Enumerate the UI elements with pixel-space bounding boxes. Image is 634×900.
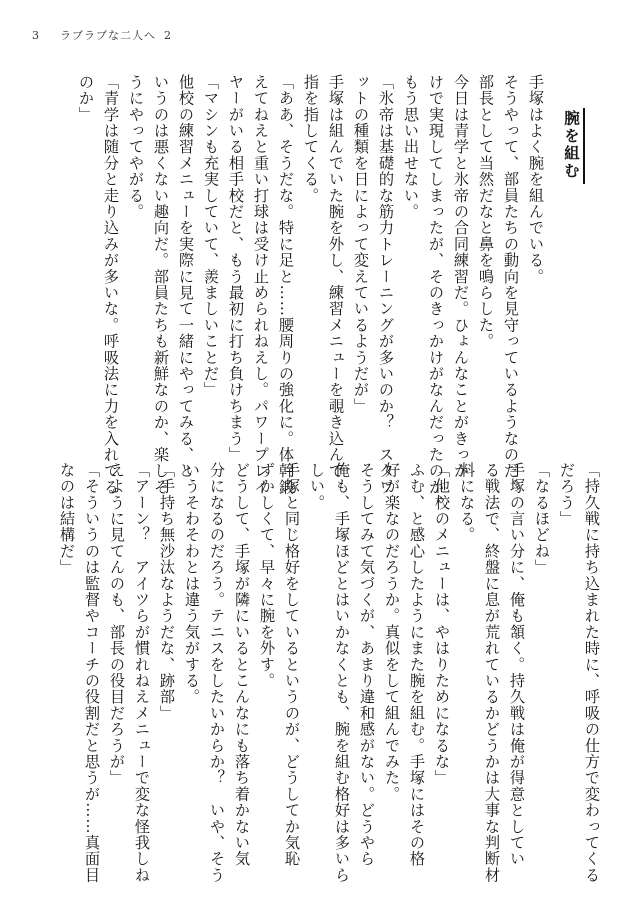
bottom-text-column (52, 462, 604, 884)
text-line: 「持久戦に持ち込まれた時に、呼吸の仕方で変わってくる (583, 462, 601, 884)
text-line: 部長として当然だなと鼻を鳴らした。 (477, 74, 495, 350)
text-line: 手塚はよく腕を組んでいる。 (527, 74, 545, 285)
text-line: いうそわそわとは違う気がする。 (183, 462, 201, 705)
text-line: なのは結構だ」 (58, 462, 76, 576)
text-line: 分になるのだろう。テニスをしたいからか？ いや、そう (208, 462, 226, 884)
text-line: 「なるほどね」 (533, 462, 551, 576)
text-line: 「アーン？ アイツらが慣れねえメニューで変な怪我しね (133, 462, 151, 884)
text-line: 「マシンも充実していて、羨ましいことだ」 (202, 74, 220, 398)
text-line: 「ああ、そうだな。特に足と……腰周りの強化に。体幹鍛 (277, 74, 295, 496)
text-line: ふむ、と感心したようにまた腕を組む。手塚にはその格 (408, 462, 426, 867)
text-line: る戦法で、終盤に息が荒れているかどうかは大事な判断材 (483, 462, 501, 884)
text-line: しい。 (308, 462, 326, 511)
text-line: 料になる。 (458, 462, 476, 543)
text-line: ットの種類を日によって変えているようだが」 (352, 74, 370, 415)
text-line: ずかしくて、早々に腕を外す。 (258, 462, 276, 689)
text-line: 手塚は組んでいた腕を外し、練習メニューを覗き込んで (327, 74, 345, 479)
page-number: 3 (32, 29, 40, 42)
text-line: いうのは悪くない趣向だ。部員たちも新鮮なのか、楽しそ (152, 74, 170, 496)
text-line: 「そういうのは監督やコーチの役割だと思うが……真面目 (83, 462, 101, 884)
chapter-title: 腕を組む (562, 110, 581, 180)
text-line: 好が楽なのだろうか。真似をして組んでみた。 (383, 462, 401, 803)
text-line: えように見てんのも、部長の役目だろうが」 (108, 462, 126, 786)
text-line: だろう」 (558, 462, 576, 527)
text-line: 今日は青学と氷帝の合同練習だ。ひょんなことがきっか (452, 74, 470, 479)
running-head-title: ラブラブな二人へ (60, 29, 156, 42)
text-line: 手塚の言い分に、俺も頷く。持久戦は俺が得意としてい (508, 462, 526, 867)
text-line: 俺も、手塚ほどとはいかなくとも、腕を組む格好は多いら (333, 462, 351, 884)
text-line: 「手持ち無沙汰なようだな、跡部」 (158, 462, 176, 722)
text-line: うにやってやがる。 (127, 74, 145, 220)
text-line: 「他校のメニューは、やはりためになるな」 (433, 462, 451, 786)
text-line: 手塚と同じ格好をしているというのが、どうしてか気恥 (283, 462, 301, 867)
text-line: けで実現してしまったが、そのきっかけがなんだったのか、 (427, 74, 445, 512)
text-line: 他校の練習メニューを実際に見て一緒にやってみる、と (177, 74, 195, 479)
chapter-title-block (559, 108, 585, 184)
text-line: そうやって、部員たちの動向を見守っているようなのだ。 (502, 74, 520, 496)
running-head (32, 27, 172, 43)
text-line: えてねえと重い打球は受け止められねえし。パワープレイ (252, 74, 270, 496)
text-line: 「氷帝は基礎的な筋力トレーニングが多いのか？ スクワ (377, 74, 395, 496)
text-line: ヤーがいる相手校だと、もう最初に打ち負けちまう」 (227, 74, 245, 463)
text-line: 指を指してくる。 (302, 74, 320, 204)
text-line: そうしてみて気づくが、あまり違和感がない。どうやら (358, 462, 376, 867)
running-head-volume: 2 (164, 29, 172, 42)
text-line: のか」 (77, 74, 95, 123)
text-line: 「青学は随分と走り込みが多いな。呼吸法に力を入れてる (102, 74, 120, 496)
text-line: どうして、手塚が隣にいるとこんなにも落ち着かない気 (233, 462, 251, 867)
text-line: もう思い出せない。 (402, 74, 420, 220)
